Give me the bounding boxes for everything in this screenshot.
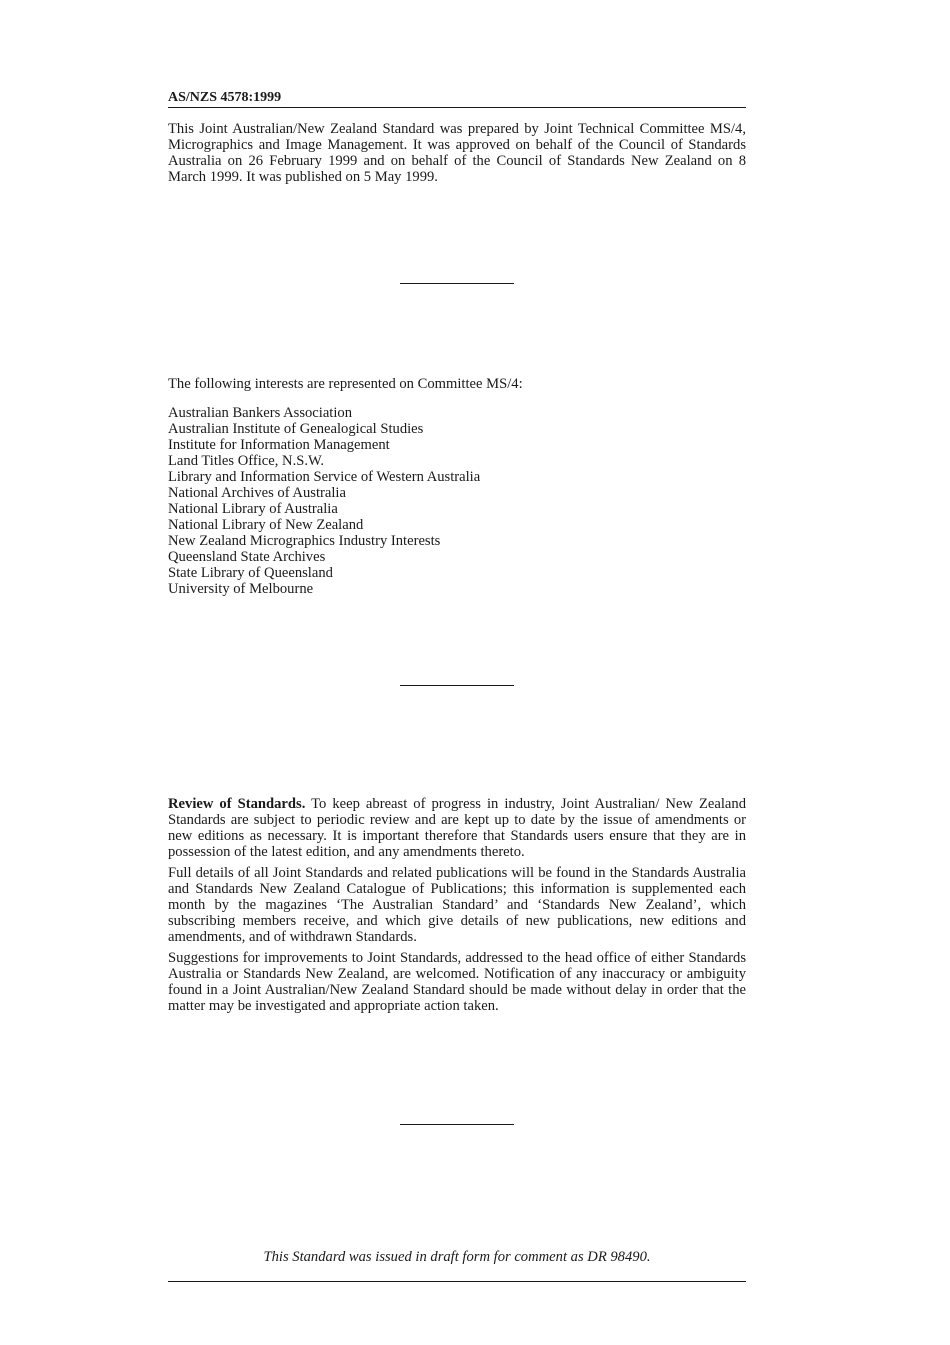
review-text-1: To keep abreast of progress in industry, Joint Australian/ New Zealand Standards are subject to periodic review and are kept up to date by the issue of amendments or new editions as necessary. It is important therefore that Standards users ensure that they are in possession of the latest edition, and any amendments thereto. (168, 796, 747, 860)
committee-member: New Zealand Micrographics Industry Interests (168, 533, 441, 549)
review-paragraph-3: Suggestions for improvements to Joint Standards, addressed to the head office of either Standards Australia or Standards New Zealand, are welcomed. Notification of any inaccuracy or ambiguity found in a Joint Australian/New Zealand Standard should be made without delay in order that the matter may be investigated and appropriate action taken. (168, 950, 746, 1014)
committee-member: Land Titles Office, N.S.W. (168, 453, 325, 469)
committee-member: Australian Bankers Association (168, 405, 353, 421)
review-paragraph-2: Full details of all Joint Standards and related publications will be found in the Standards Australia and Standards New Zealand Catalogue of Publications; this information is supplemented each month by the magazines ‘The Australian Standard’ and ‘Standards New Zealand’, which subscribing members receive, and which give details of new publications, new editions and amendments, and of withdrawn Standards. (168, 865, 746, 945)
committee-interests (168, 376, 746, 597)
committee-member: Institute for Information Management (168, 437, 390, 453)
document-page (168, 0, 746, 1345)
standard-code-header: AS/NZS 4578:1999 (168, 89, 746, 108)
review-section (168, 796, 746, 1019)
review-paragraph-1 (168, 796, 746, 860)
committee-member: National Library of New Zealand (168, 517, 364, 533)
separator-rule-3 (400, 1124, 514, 1125)
committee-member: University of Melbourne (168, 581, 314, 597)
draft-note: This Standard was issued in draft form for comment as DR 98490. (263, 1249, 651, 1265)
committee-member: Queensland State Archives (168, 549, 326, 565)
separator-rule-1 (400, 283, 514, 284)
committee-member: Library and Information Service of Western Australia (168, 469, 481, 485)
separator-rule-2 (400, 685, 514, 686)
committee-member: Australian Institute of Genealogical Studies (168, 421, 424, 437)
committee-lead: The following interests are represented on Committee MS/4: (168, 376, 523, 392)
committee-member: State Library of Queensland (168, 565, 333, 581)
committee-member: National Library of Australia (168, 501, 338, 517)
footer-rule (168, 1281, 746, 1282)
committee-member: National Archives of Australia (168, 485, 346, 501)
review-heading: Review of Standards. (168, 796, 306, 812)
committee-member-list (168, 405, 746, 597)
intro-paragraph: This Joint Australian/New Zealand Standard was prepared by Joint Technical Committee MS/4, Micrographics and Image Management. It was approved on behalf of the Council of Standards Australia on 26 February 1999 and on behalf of the Council of Standards New Zealand on 8 March 1999. It was published on 5 May 1999. (168, 121, 746, 185)
